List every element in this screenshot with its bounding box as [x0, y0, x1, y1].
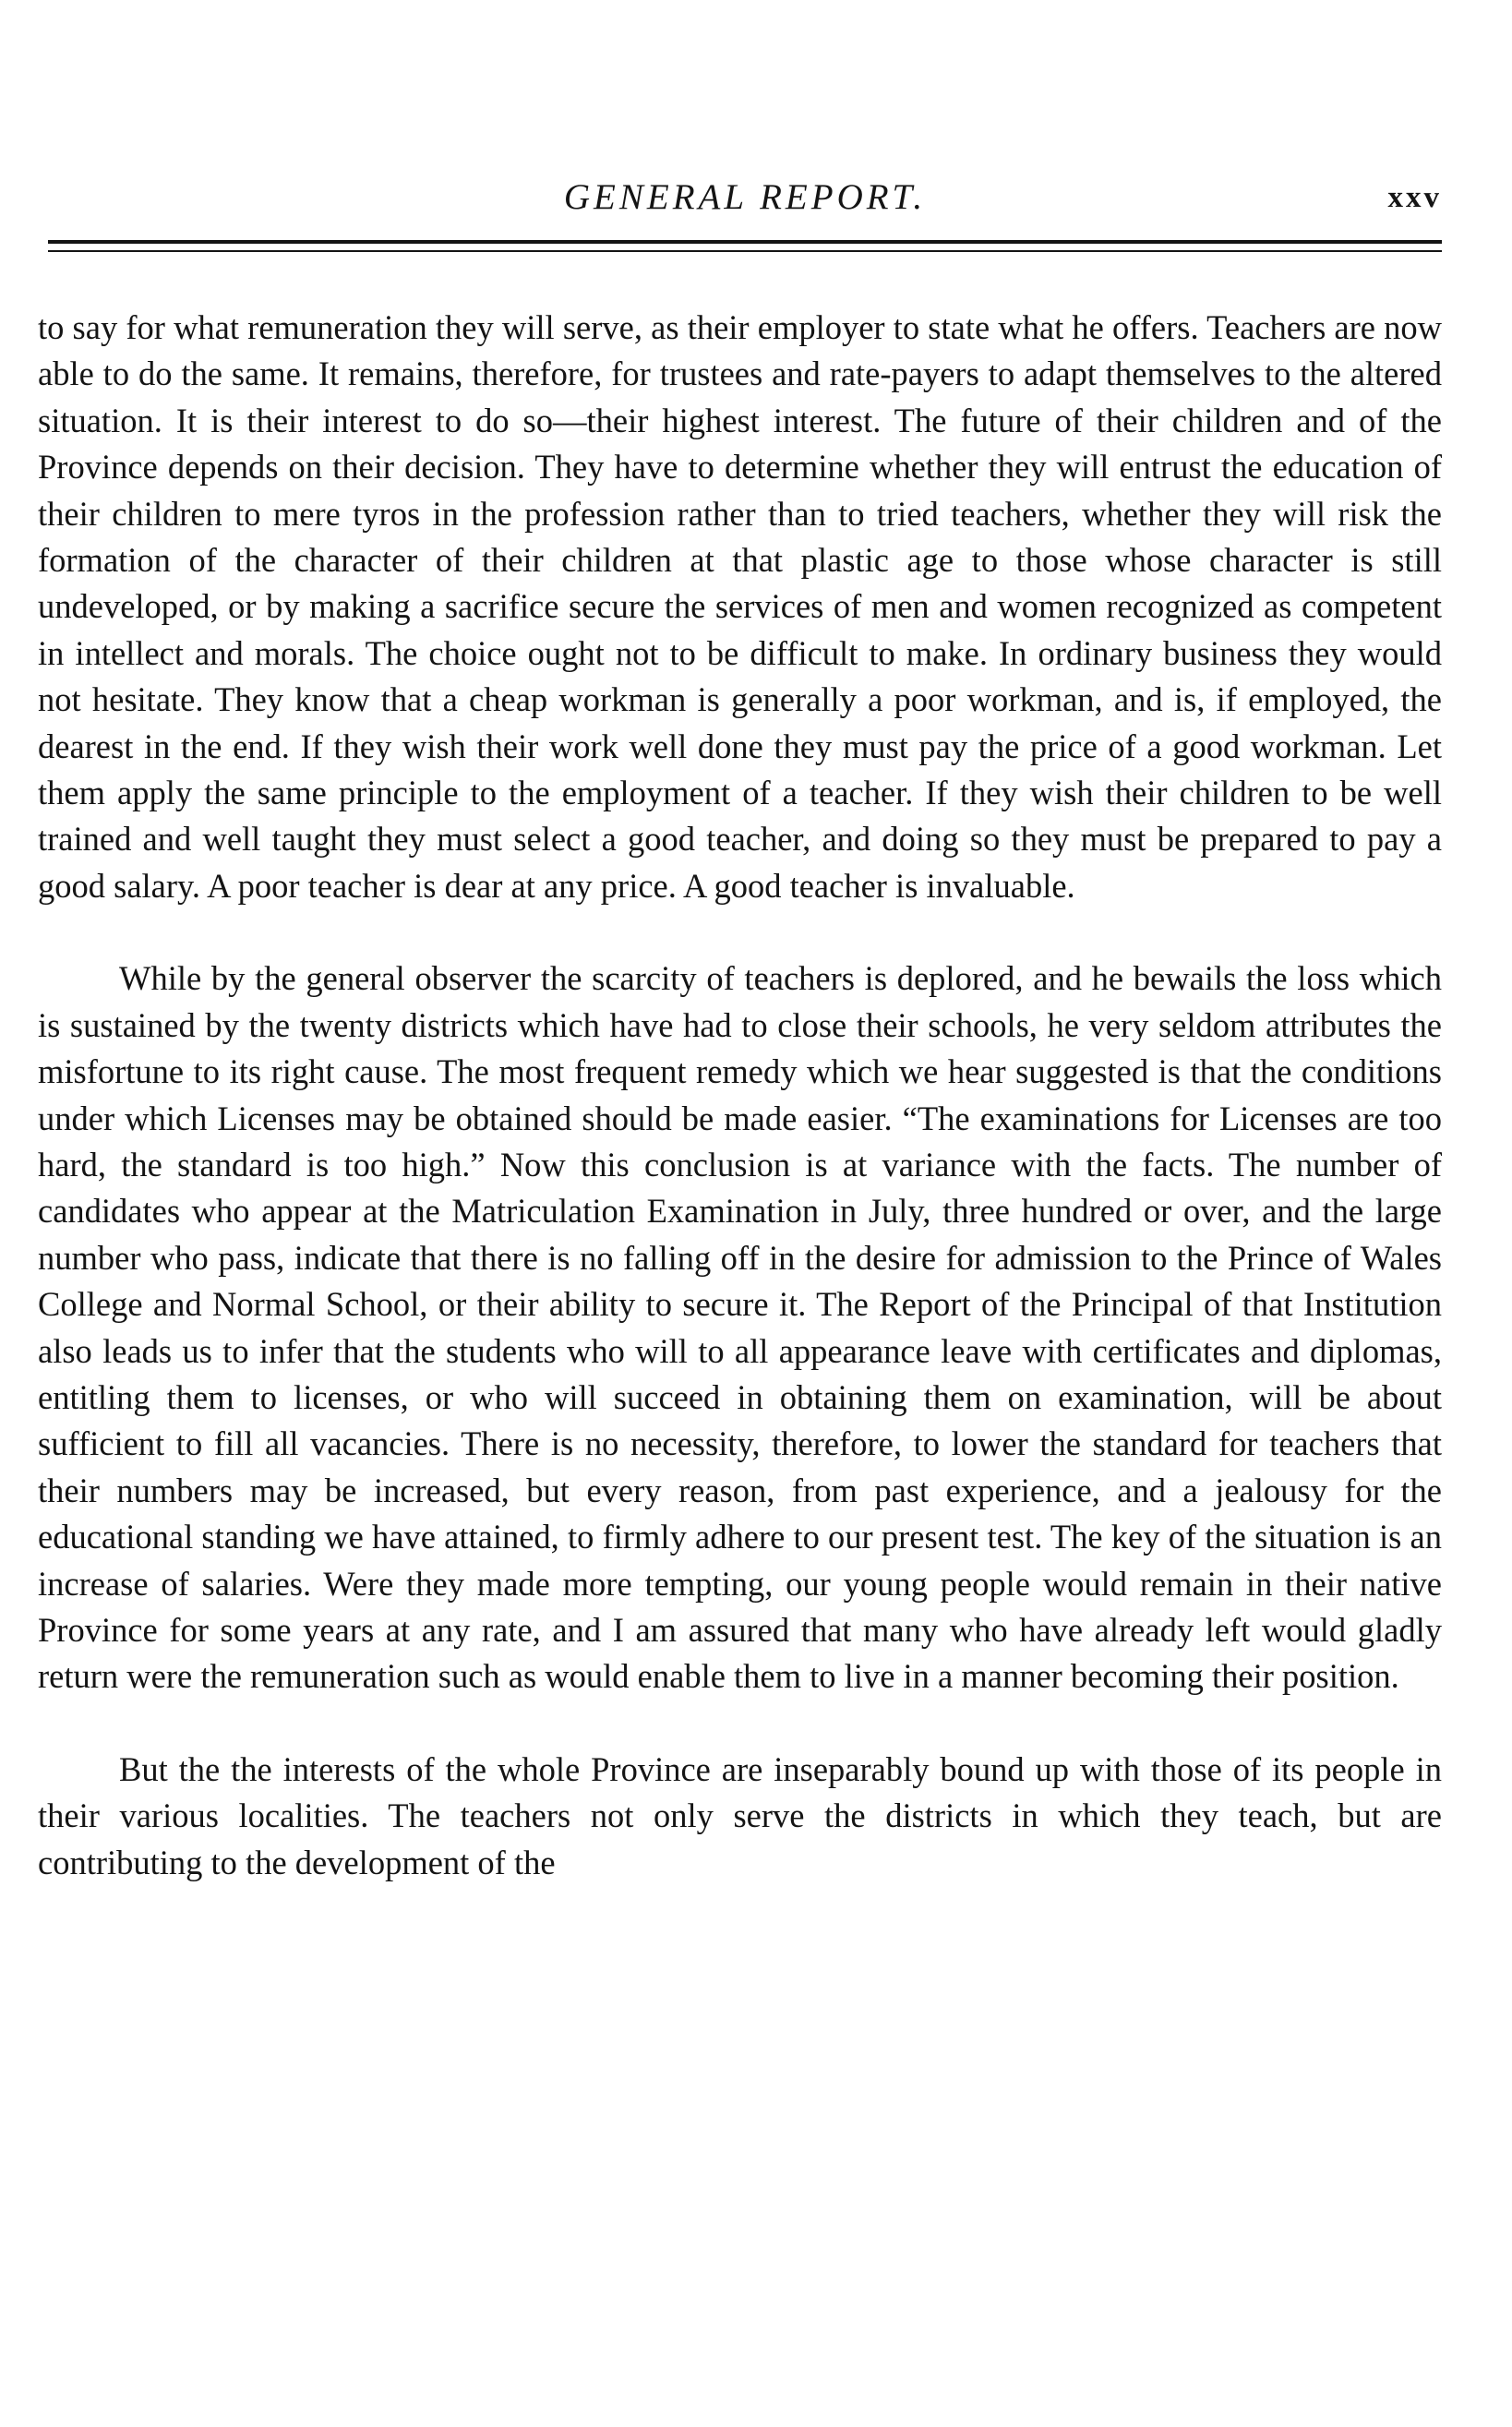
paragraph-3: But the the interests of the whole Province are inseparably bound up with those of its people in their various localities. The teachers not only serve the districts in which they teach, but are contributing to the development of the	[38, 1749, 1442, 1881]
running-title: GENERAL REPORT.	[563, 177, 927, 217]
paragraph-1: to say for what remuneration they will serve, as their employer to state what he offers. Teachers are now able to do the same. It remains, therefore, for trustees and rate-payers to adapt themselves to the altered situation. It is their interest to do so—their highest interest. The future of their children and of the Province depends on their decision. They have to determine whether they will entrust the education of their children to mere tyros in the profession rather than to tried teachers, whether they will risk the formation of the character of their children at that plastic age to those whose character is still undeveloped, or by making a sacrifice secure the services of men and women recognized as competent in intellect and morals. The choice ought not to be difficult to make. In ordinary business they would not hesitate. They know that a cheap workman is generally a poor workman, and is, if employed, the dearest in the end. If they wish their work well done they must pay the price of a good workman. Let them apply the same principle to the employment of a teacher. If they wish their children to be well trained and well taught they must select a good teacher, and doing so they must be prepared to pay a good salary. A poor teacher is dear at any price. A good teacher is invaluable.	[38, 308, 1442, 905]
running-header	[48, 174, 1442, 222]
header-rule-thick	[48, 240, 1442, 244]
body-text	[38, 305, 1442, 1886]
paragraph-2: While by the general observer the scarcity of teachers is deplored, and he bewails the loss which is sustained by the twenty districts which have had to close their schools, he very seldom attributes the misfortune to its right cause. The most frequent remedy which we hear suggested is that the conditions under which Licenses may be obtained should be made easier. “The examinations for Licenses are too hard, the standard is too high.” Now this conclusion is at variance with the facts. The number of candidates who appear at the Matriculation Examination in July, three hundred or over, and the large number who pass, indicate that there is no falling off in the desire for admission to the Prince of Wales College and Normal School, or their ability to secure it. The Report of the Principal of that Institution also leads us to infer that the students who will to all appearance leave with certificates and diplomas, entitling them to licenses, or who will succeed in obtaining them on examination, will be about sufficient to fill all vacancies. There is no necessity, therefore, to lower the standard for teachers that their numbers may be increased, but every reason, from past experience, and a jealousy for the educational standing we have attained, to firmly adhere to our present test. The key of the situation is an increase of salaries. Were they made more tempting, our young people would remain in their native Province for some years at any rate, and I am assured that many who have already left would gladly return were the remuneration such as would enable them to live in a manner becoming their position.	[38, 959, 1442, 1696]
page-number: xxv	[1387, 181, 1442, 214]
header-rule-thin	[48, 250, 1442, 252]
